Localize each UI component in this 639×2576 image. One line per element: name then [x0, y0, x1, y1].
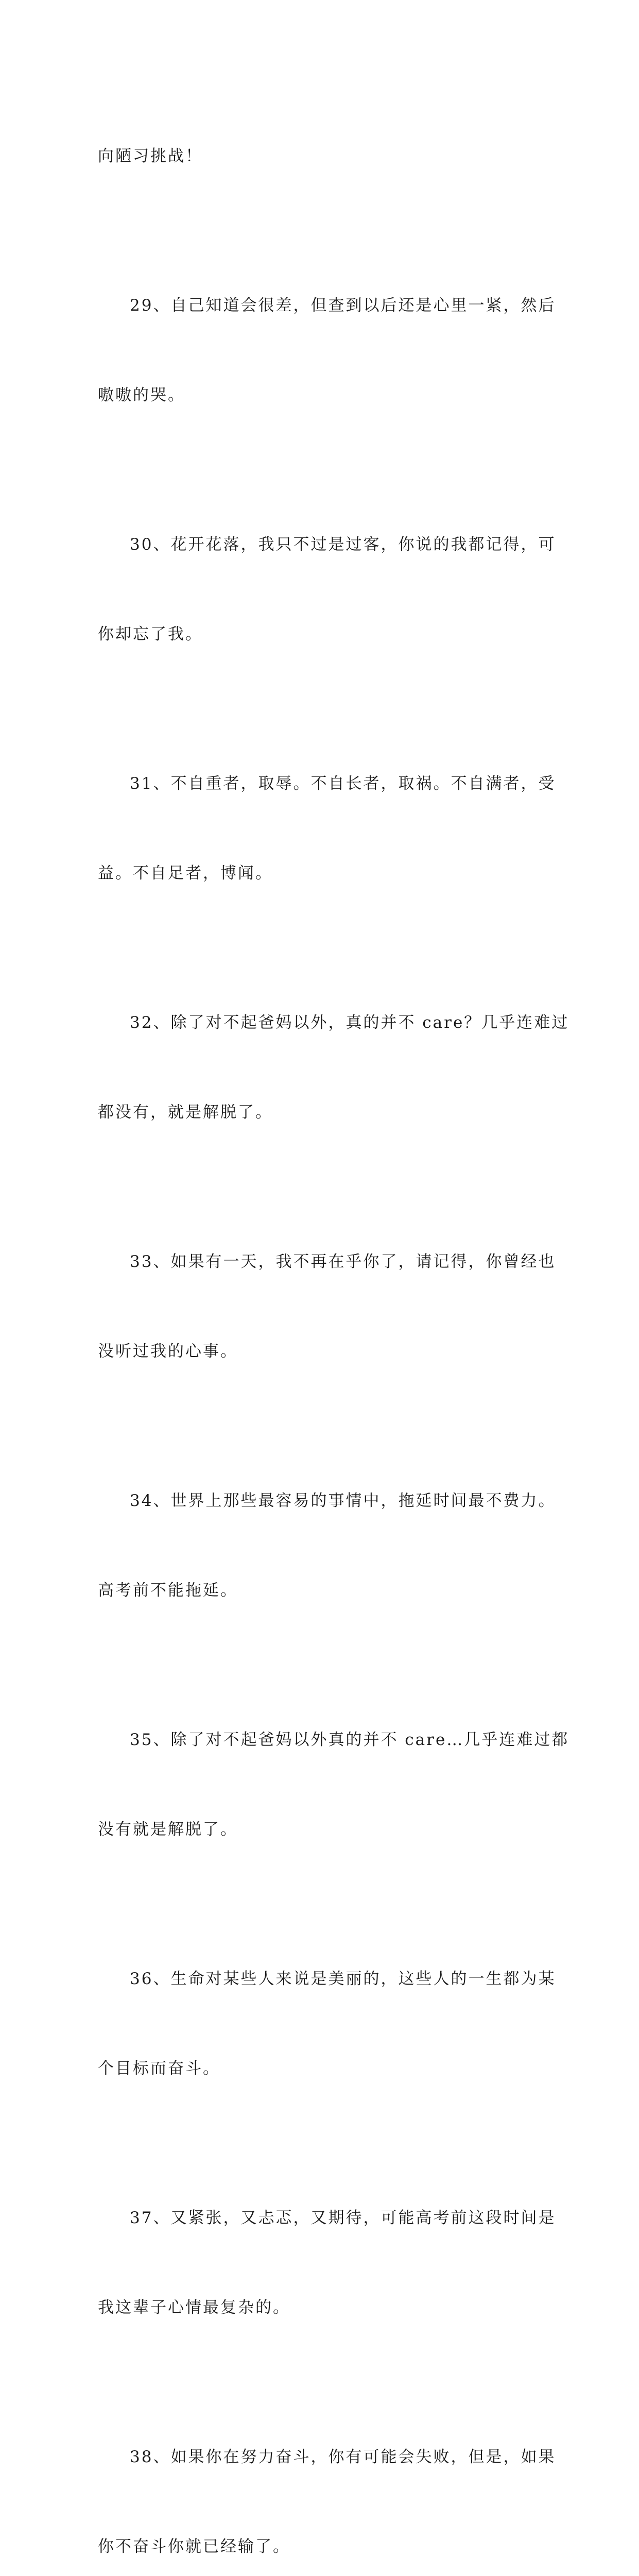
paragraph-33: [98, 1187, 556, 1426]
text-line: 益。不自足者，博闻。: [98, 864, 273, 883]
text-line: 30、花开花落，我只不过是过客，你说的我都记得，可: [130, 535, 556, 554]
paragraph-continuation: [98, 81, 551, 231]
paragraph-34: [98, 1426, 556, 1665]
text-line: 31、不自重者，取辱。不自长者，取祸。不自满者，受: [130, 774, 556, 793]
paragraph-29: [98, 231, 556, 470]
document-body: [98, 81, 569, 2576]
text-line: 个目标而奋斗。: [98, 2059, 220, 2078]
text-line: 32、除了对不起爸妈以外，真的并不 care？几乎连难过: [130, 1013, 569, 1032]
text-line: 29、自己知道会很差，但查到以后还是心里一紧，然后: [130, 296, 556, 315]
text-line: 向陋习挑战！: [98, 147, 203, 165]
text-line: 36、生命对某些人来说是美丽的，这些人的一生都为某: [130, 1970, 556, 1988]
text-line: 我这辈子心情最复杂的。: [98, 2298, 290, 2317]
text-line: 34、世界上那些最容易的事情中，拖延时间最不费力。: [130, 1492, 556, 1510]
text-line: 没听过我的心事。: [98, 1342, 238, 1361]
text-line: 高考前不能拖延。: [98, 1581, 238, 1600]
text-line: 没有就是解脱了。: [98, 1820, 238, 1839]
text-line: 37、又紧张，又忐忑，又期待，可能高考前这段时间是: [130, 2209, 556, 2227]
text-line: 35、除了对不起爸妈以外真的并不 care…几乎连难过都: [130, 1731, 569, 1749]
paragraph-32: [98, 948, 569, 1187]
paragraph-36: [98, 1904, 556, 2143]
text-line: 你却忘了我。: [98, 625, 203, 643]
text-line: 你不奋斗你就已经输了。: [98, 2537, 290, 2556]
paragraph-37: [98, 2143, 556, 2382]
paragraph-35: [98, 1665, 569, 1904]
text-line: 都没有，就是解脱了。: [98, 1103, 273, 1122]
paragraph-30: [98, 470, 556, 709]
paragraph-38: [98, 2382, 556, 2576]
text-line: 嗷嗷的哭。: [98, 386, 185, 404]
text-line: 38、如果你在努力奋斗，你有可能会失败，但是，如果: [130, 2448, 556, 2466]
text-line: 33、如果有一天，我不再在乎你了，请记得，你曾经也: [130, 1252, 556, 1271]
paragraph-31: [98, 709, 556, 948]
